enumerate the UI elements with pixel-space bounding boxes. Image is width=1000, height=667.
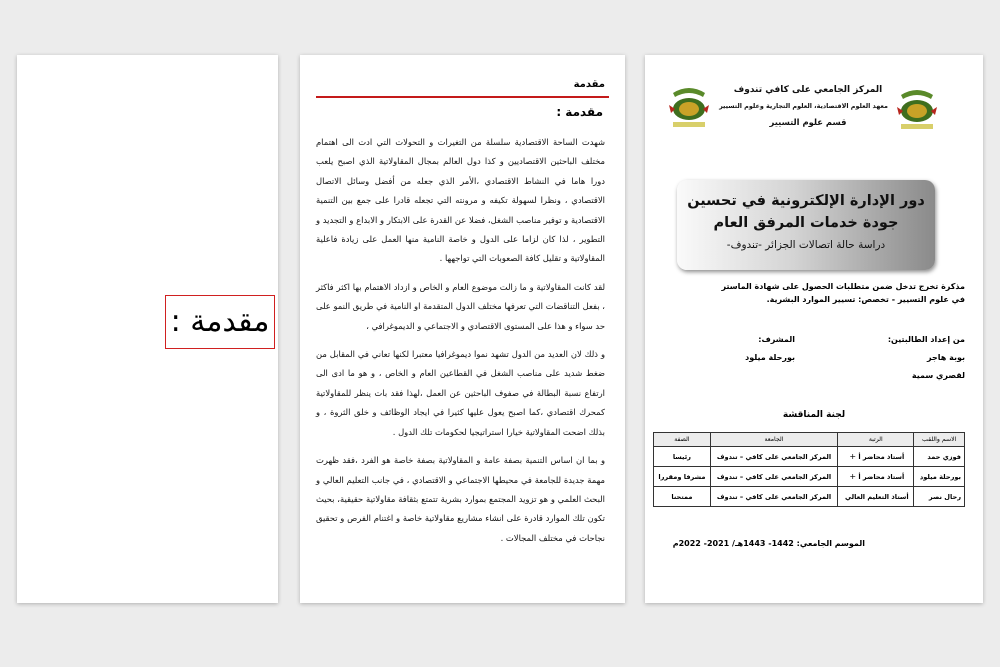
jury-university: المركز الجامعي على كافي – تندوف xyxy=(710,467,837,487)
page-1 xyxy=(17,55,278,603)
page-3-cover xyxy=(645,55,983,603)
institution-block xyxy=(719,82,888,130)
jury-university: المركز الجامعي على كافي – تندوف xyxy=(710,487,837,507)
students-label: من إعداد الطالبتين: xyxy=(887,335,965,344)
thesis-title-line: دور الإدارة الإلكترونية في تحسين xyxy=(687,193,925,209)
body-text xyxy=(316,133,605,557)
running-header: مقدمة xyxy=(573,79,605,90)
rank-text: أستاذ التعليم العالي xyxy=(844,493,909,501)
paragraph: و ذلك لان العديد من الدول تشهد نموا ديموغرافيا معتبرا لكنها تعاني في المقابل من ضغط شديد على مناصب الشغل في القطاعين العام و الخاص ، و هو ما ادى الى ارتفاع نسبة البطالة في صفوف الباحثين عن العمل ،لهذا فقد بات ينظر للمقاولاتية كمحرك اقتصادي ،كما اصبح يعول عليها كثيرا في ايجاد الوظائف و خلق الثروة ، و بذلك اضحت المقاولاتية خيارا استراتيجيا لحكومات تلك الدول . xyxy=(316,349,605,437)
header-rule xyxy=(316,96,609,98)
rank-mark: + xyxy=(849,472,857,481)
section-heading: مقدمة : xyxy=(556,105,603,119)
memo-statement xyxy=(685,281,965,306)
jury-table xyxy=(653,432,965,507)
jury-rank xyxy=(838,447,914,467)
academic-season: الموسم الجامعي: 1442- 1443هـ/ 2021- 2022م xyxy=(672,539,865,548)
table-row xyxy=(654,467,965,487)
jury-name: بورحلة ميلود xyxy=(914,467,965,487)
table-row xyxy=(654,447,965,467)
jury-name: رحال نصر xyxy=(914,487,965,507)
rank-text: أستاذ محاضر أ xyxy=(858,453,905,461)
thesis-title-line: جودة خدمات المرفق العام xyxy=(713,215,899,231)
memo-line: في علوم التسيير - تخصص: تسيير الموارد البشرية. xyxy=(766,294,965,304)
table-row xyxy=(654,487,965,507)
university-logo-icon xyxy=(895,85,939,133)
paragraph: شهدت الساحة الاقتصادية سلسلة من التغيرات و التحولات التي ادت الى اهتمام مختلف الباحثين الاقتصاديين و كذا دول العالم بمجال المقاولاتية الذي اصبح يلعب دورا هاما في النشاط الاقتصادي ،الأمر الذي جعله من أفضل وسائل الاتصال الاقتصادي ، ونظرا لسهولة تكيفه و مرونته التي تجعله قادرا على جمع بين التنمية الاقتصادية و توفير مناصب الشغل، فضلا عن القدرة على الابتكار و الابداع و التجديد و التطوير ، لذا كان لزاما على الدول و خاصة النامية منها العمل على زيادة فاعلية المقاولاتية و تقليل كافة الصعوبات التي تواجهها . xyxy=(316,137,605,264)
jury-role: مشرفا ومقررا xyxy=(654,467,711,487)
institute-name: معهد العلوم الاقتصادية، العلوم التجارية وعلوم التسيير xyxy=(719,102,888,110)
rank-text: أستاذ محاضر أ xyxy=(858,473,905,481)
thesis-subtitle: دراسة حالة اتصالات الجزائر -تندوف- xyxy=(726,239,886,251)
university-name: المركز الجامعي على كافي تندوف xyxy=(733,85,883,95)
column-header: الجامعة xyxy=(710,433,837,447)
authors-block xyxy=(657,335,965,389)
page-1-title: مقدمة : xyxy=(170,304,270,339)
student-name: لقصري سمية xyxy=(911,371,965,380)
jury-rank xyxy=(838,467,914,487)
rank-mark: + xyxy=(849,452,857,461)
memo-line: مذكرة تخرج تدخل ضمن متطلبات الحصول على شهادة الماستر xyxy=(721,282,965,291)
jury-role: رئيسا xyxy=(654,447,711,467)
paragraph: و بما ان اساس التنمية بصفة عامة و المقاولاتية بصفة خاصة هو الفرد ،فقد ظهرت مهمة جديدة للجامعة في محيطها الاجتماعي و الاقتصادي ، في جانب التعليم العالي و البحث العلمي و هو تزويد المجتمع بموارد بشرية تتمتع بثقافة مقاولاتية حقيقية، بحيث تكون تلك الموارد قادرة على انشاء مشاريع مقاولاتية خاصة و اغتنام الفرص و تحقيق نجاحات في مختلف المجالات . xyxy=(316,455,605,543)
student-name: بوبة هاجر xyxy=(927,353,965,362)
supervisor-label: المشرف: xyxy=(758,335,795,344)
column-header: الاسم واللقب xyxy=(914,433,965,447)
table-header-row xyxy=(654,433,965,447)
thesis-title-box xyxy=(677,180,935,270)
department-name: قسم علوم التسيير xyxy=(769,117,847,127)
university-logo-icon xyxy=(667,83,711,131)
jury-university: المركز الجامعي على كافي – تندوف xyxy=(710,447,837,467)
title-frame xyxy=(165,295,275,349)
committee-title: لجنة المناقشة xyxy=(782,410,846,420)
column-header: الرتبة xyxy=(838,433,914,447)
page-2 xyxy=(300,55,625,603)
jury-name: فوزي حمد xyxy=(914,447,965,467)
jury-rank xyxy=(838,487,914,507)
paragraph: لقد كانت المقاولاتية و ما زالت موضوع العام و الخاص و ازداد الاهتمام بها اكثر فاكثر ، بفعل التناقضات التي تعرفها مختلف الدول المتقدمة او النامية في طريق النمو على حد سواء و هذا على المستوى الاقتصادي و الاجتماعي و الديموغرافي ، xyxy=(316,281,605,331)
supervisor-name: بورحلة ميلود xyxy=(745,353,795,362)
jury-role: ممتحنا xyxy=(654,487,711,507)
column-header: الصفة xyxy=(654,433,711,447)
